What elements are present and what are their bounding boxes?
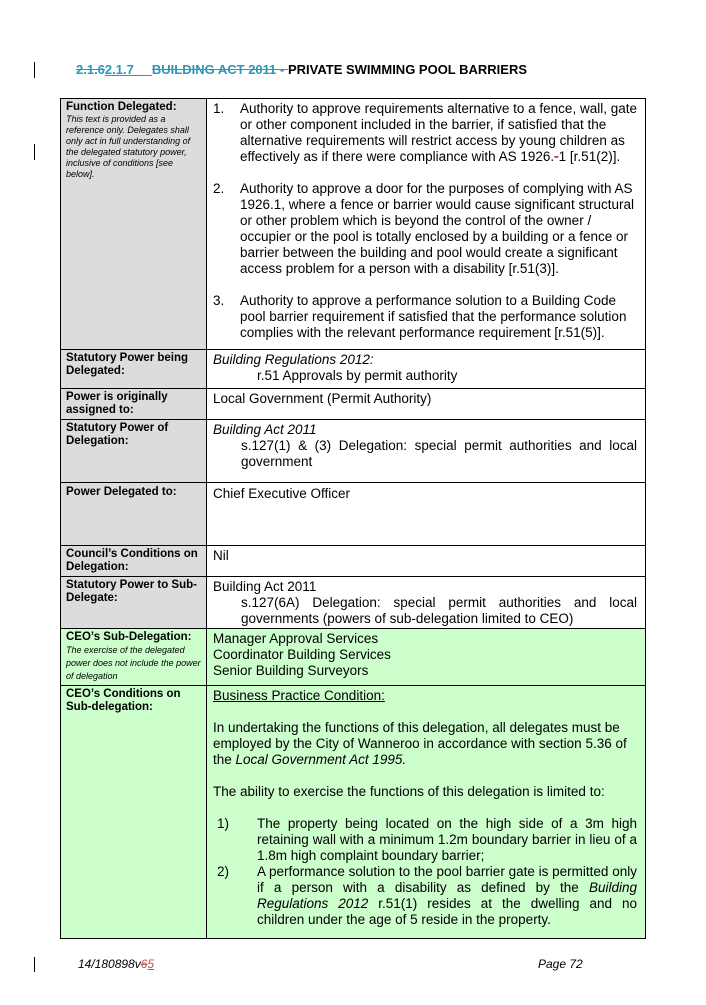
- power-of-delegation-label: Statutory Power of Delegation:: [61, 420, 207, 483]
- row-function-delegated: [61, 99, 646, 350]
- heading-act-deleted: BUILDING ACT 2011 -: [151, 62, 288, 77]
- change-bar: [34, 144, 35, 160]
- row-originally-assigned: [61, 389, 646, 420]
- condition-list: [213, 816, 637, 928]
- delegated-to-label: Power Delegated to:: [61, 483, 207, 546]
- list-item: Coordinator Building Services: [213, 647, 391, 662]
- ceo-sub-delegation-note: The exercise of the delegated power does not include the power of delegation: [66, 645, 201, 681]
- condition-paragraph: In undertaking the functions of this delegation, all delegates must be employed by the City of Wanneroo in accordance with section 5.36 of the Local Government Act 1995.: [213, 720, 627, 767]
- condition-paragraph: The ability to exercise the functions of this delegation is limited to:: [213, 784, 605, 799]
- sub-delegate-value: Building Act 2011 s.127(6A) Delegation: special permit authorities and local governments (powers of sub-delegation limited to CEO): [207, 577, 646, 629]
- list-item: Manager Approval Services: [213, 631, 379, 646]
- list-item: 1. Authority to approve requirements alternative to a fence, wall, gate or other component included in the barrier, if satisfied that the alternative requirements will restrict access by young children as effectively as if there were compliance with AS 1926.-1 [r.51(2)].: [213, 101, 637, 164]
- condition-heading: Business Practice Condition:: [213, 688, 385, 703]
- statutory-power-value: Building Regulations 2012: r.51 Approvals by permit authority: [207, 350, 646, 389]
- list-item: 1) The property being located on the high side of a 3m high retaining wall with a minimum 1.2m boundary barrier in lieu of a 1.8m high complaint boundary barrier;: [217, 816, 637, 863]
- row-statutory-power: [61, 350, 646, 389]
- delegation-table: [60, 98, 646, 939]
- authority-list: [213, 101, 637, 341]
- statutory-power-label: Statutory Power being Delegated:: [61, 350, 207, 389]
- page-number: Page 72: [538, 957, 583, 971]
- ceo-sub-delegation-value: [207, 629, 646, 686]
- sub-delegate-label: Statutory Power to Sub-Delegate:: [61, 577, 207, 629]
- row-sub-delegate: [61, 577, 646, 629]
- council-conditions-label: Council’s Conditions on Delegation:: [61, 546, 207, 577]
- document-reference: 14/180898v65: [78, 957, 155, 971]
- council-conditions-value: Nil: [207, 546, 646, 577]
- power-of-delegation-value: Building Act 2011 s.127(1) & (3) Delegation: special permit authorities and local government: [207, 420, 646, 483]
- ceo-sub-delegation-label: CEO’s Sub-Delegation:: [66, 631, 192, 643]
- list-item: Senior Building Surveyors: [213, 663, 369, 678]
- originally-assigned-value: Local Government (Permit Authority): [207, 389, 646, 420]
- row-power-of-delegation: [61, 420, 646, 483]
- list-item: 3. Authority to approve a performance solution to a Building Code pool barrier requirement if satisfied that the performance solution complies with the relevant performance requirement [r.51(5)].: [213, 293, 627, 340]
- deleted-text: -: [554, 149, 559, 164]
- row-ceo-sub-delegation: [61, 629, 646, 686]
- heading-number-deleted: 2.1.6: [76, 62, 105, 77]
- version-deleted: 6: [140, 957, 148, 971]
- ceo-conditions-value: [207, 686, 646, 939]
- section-heading: [76, 62, 527, 77]
- originally-assigned-label: Power is originally assigned to:: [61, 389, 207, 420]
- label-cell: [61, 629, 207, 686]
- row-delegated-to: [61, 483, 646, 546]
- function-delegated-note: This text is provided as a reference only. Delegates shall only act in full understanding of the delegated statutory power, inclusive of conditions [see below].: [66, 114, 191, 179]
- function-delegated-label: Function Delegated:: [66, 101, 177, 113]
- function-delegated-value: [207, 99, 646, 350]
- change-bar: [34, 957, 35, 972]
- heading-number-inserted: 2.1.7: [104, 62, 134, 77]
- heading-title: PRIVATE SWIMMING POOL BARRIERS: [287, 62, 528, 77]
- list-item: 2. Authority to approve a door for the purposes of complying with AS 1926.1, where a fence or barrier would cause significant structural or other problem which is beyond the control of the owner / occupier or the pool is totally enclosed by a building or a fence or barrier between the building and pool would create a significant access problem for a person with a disability [r.51(3)].: [213, 181, 634, 276]
- delegated-to-value: Chief Executive Officer: [207, 483, 646, 546]
- change-bar: [34, 62, 35, 78]
- version-inserted: 5: [147, 957, 155, 971]
- list-item: 2) A performance solution to the pool barrier gate is permitted only if a person with a disability as defined by the Building Regulations 2012 r.51(1) resides at the dwelling and no children under the age of 5 reside in the property.: [217, 864, 637, 927]
- row-council-conditions: [61, 546, 646, 577]
- label-cell: [61, 99, 207, 350]
- row-ceo-conditions: [61, 686, 646, 939]
- ceo-conditions-label: CEO’s Conditions on Sub-delegation:: [61, 686, 207, 939]
